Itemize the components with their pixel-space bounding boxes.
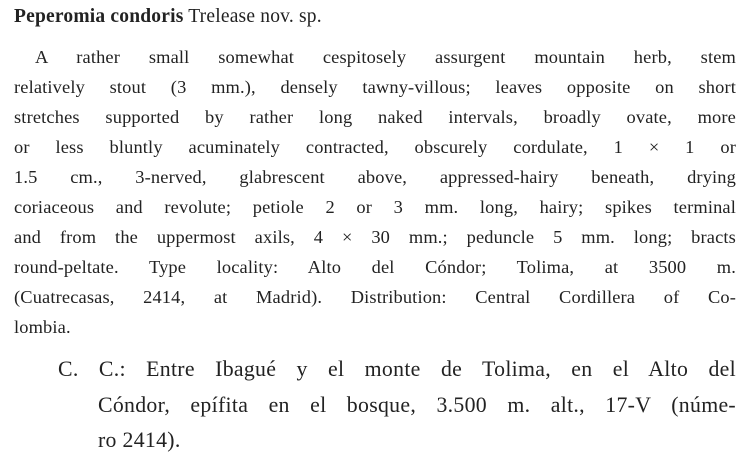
description-line: coriaceous and revolute; petiole 2 or 3 mm. long, hairy; spikes terminal [14, 197, 736, 217]
species-name: Peperomia condoris [14, 6, 184, 27]
collection-line: C. C.: Entre Ibagué y el monte de Tolima, en el Alto del [58, 357, 736, 381]
description-line: stretches supported by rather long naked intervals, broadly ovate, more [14, 107, 736, 127]
description-line: lombia. [14, 317, 71, 337]
description-line: 1.5 cm., 3-nerved, glabrescent above, appressed-hairy beneath, drying [14, 167, 736, 187]
description-line: or less bluntly acuminately contracted, obscurely cordulate, 1 × 1 or [14, 137, 736, 157]
description-line: and from the uppermost axils, 4 × 30 mm.; peduncle 5 mm. long; bracts [14, 227, 736, 247]
species-heading [14, 6, 322, 28]
collection-line: Cóndor, epífita en el bosque, 3.500 m. alt., 17-V (núme- [98, 393, 736, 417]
description-line: round-peltate. Type locality: Alto del Cóndor; Tolima, at 3500 m. [14, 257, 736, 277]
description-line: A rather small somewhat cespitosely assurgent mountain herb, stem [35, 47, 736, 67]
collection-line: ro 2414). [98, 428, 181, 452]
description-line: (Cuatrecasas, 2414, at Madrid). Distribution: Central Cordillera of Co- [14, 287, 736, 307]
species-author: Trelease nov. sp. [188, 6, 322, 27]
description-line: relatively stout (3 mm.), densely tawny-villous; leaves opposite on short [14, 77, 736, 97]
